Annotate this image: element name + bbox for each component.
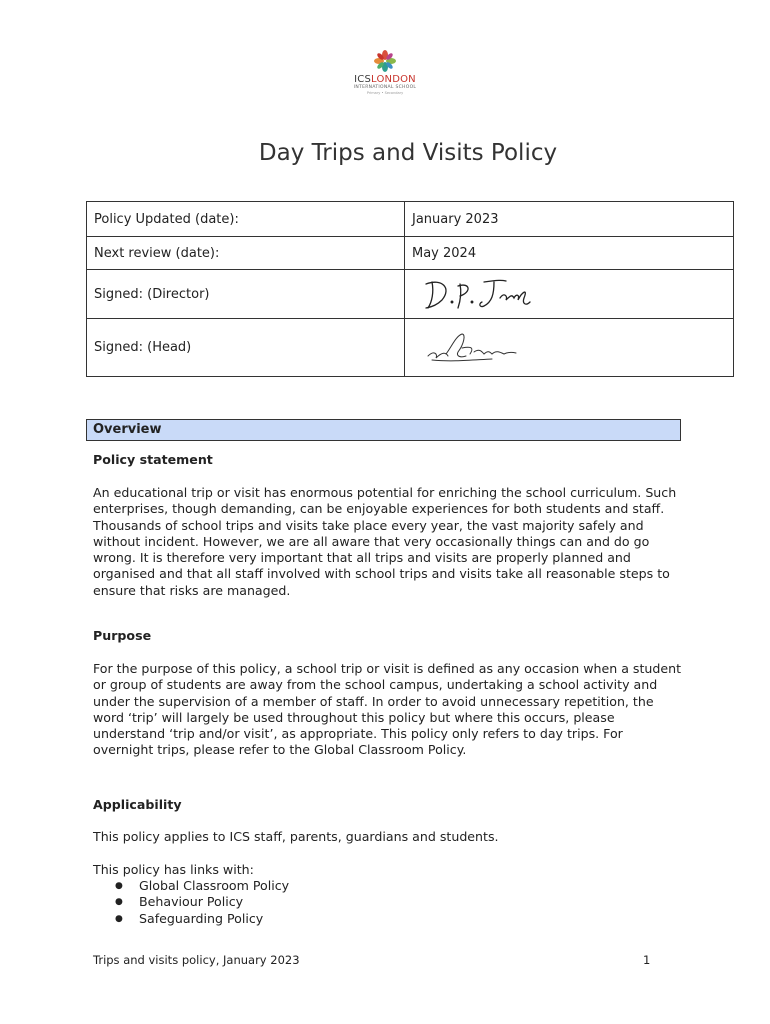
links-intro <box>93 862 683 878</box>
list-item: ● Safeguarding Policy <box>113 911 289 927</box>
policy-statement-text: An educational trip or visit has enormous potential for enriching the school curriculum. Such enterprises, though demanding, can be enjoyable experiences for both students and staff. Thousands of school trips and visits take place every year, the vast majority safely and without incident. However, we are all aware that very occasionally things can and do go wrong. It is therefore very important that all trips and visits are properly planned and organised and that all staff involved with school trips and visits take all reasonable steps to ensure that risks are managed. <box>93 485 677 598</box>
logo-subline: INTERNATIONAL SCHOOL <box>353 85 417 90</box>
table-cell-label: Signed: (Director) <box>87 270 405 319</box>
logo-tagline: Primary • Secondary <box>366 91 404 95</box>
links-intro-text: This policy has links with: <box>93 862 254 877</box>
table-row <box>87 237 734 270</box>
purpose-text: For the purpose of this policy, a school trip or visit is defined as any occasion when a student or group of students are away from the school campus, undertaking a school activity and under the supervision of a member of staff. In order to avoid unnecessary repetition, the word ‘trip’ will largely be used throughout this policy but where this occurs, please understand ‘trip and/or visit’, as appropriate. This policy only refers to day trips. For overnight trips, please refer to the Global Classroom Policy. <box>93 661 682 758</box>
policy-statement-section <box>93 452 683 468</box>
table-cell-value: January 2023 <box>405 202 734 237</box>
head-signature <box>412 326 552 370</box>
page-title: Day Trips and Visits Policy <box>258 140 558 166</box>
ics-london-flower-logo-icon <box>372 50 398 72</box>
applicability-heading: Applicability <box>93 797 182 812</box>
policy-statement-heading: Policy statement <box>93 452 213 467</box>
logo-wordmark: ICSLONDON <box>354 74 416 85</box>
footer-text: Trips and visits policy, January 2023 <box>93 953 300 967</box>
purpose-body <box>93 661 683 759</box>
policy-statement-body <box>93 485 683 599</box>
table-row <box>87 319 734 377</box>
page-number: 1 <box>643 953 651 967</box>
list-item: ● Behaviour Policy <box>113 894 289 910</box>
table-cell-label: Signed: (Head) <box>87 319 405 377</box>
table-cell-label: Policy Updated (date): <box>87 202 405 237</box>
purpose-section <box>93 628 683 644</box>
linked-policies-list <box>113 878 289 927</box>
table-cell-value: May 2024 <box>405 237 734 270</box>
purpose-heading: Purpose <box>93 628 152 643</box>
table-row <box>87 202 734 237</box>
applicability-section <box>93 797 683 813</box>
director-signature-cell <box>405 270 734 319</box>
table-row <box>87 270 734 319</box>
school-logo <box>340 50 430 106</box>
applicability-body <box>93 829 683 845</box>
list-item: ● Global Classroom Policy <box>113 878 289 894</box>
director-signature <box>412 274 552 314</box>
policy-meta-table <box>86 201 734 377</box>
table-cell-label: Next review (date): <box>87 237 405 270</box>
head-signature-cell <box>405 319 734 377</box>
applicability-text: This policy applies to ICS staff, parents, guardians and students. <box>93 829 499 844</box>
overview-section-header: Overview <box>86 419 681 441</box>
